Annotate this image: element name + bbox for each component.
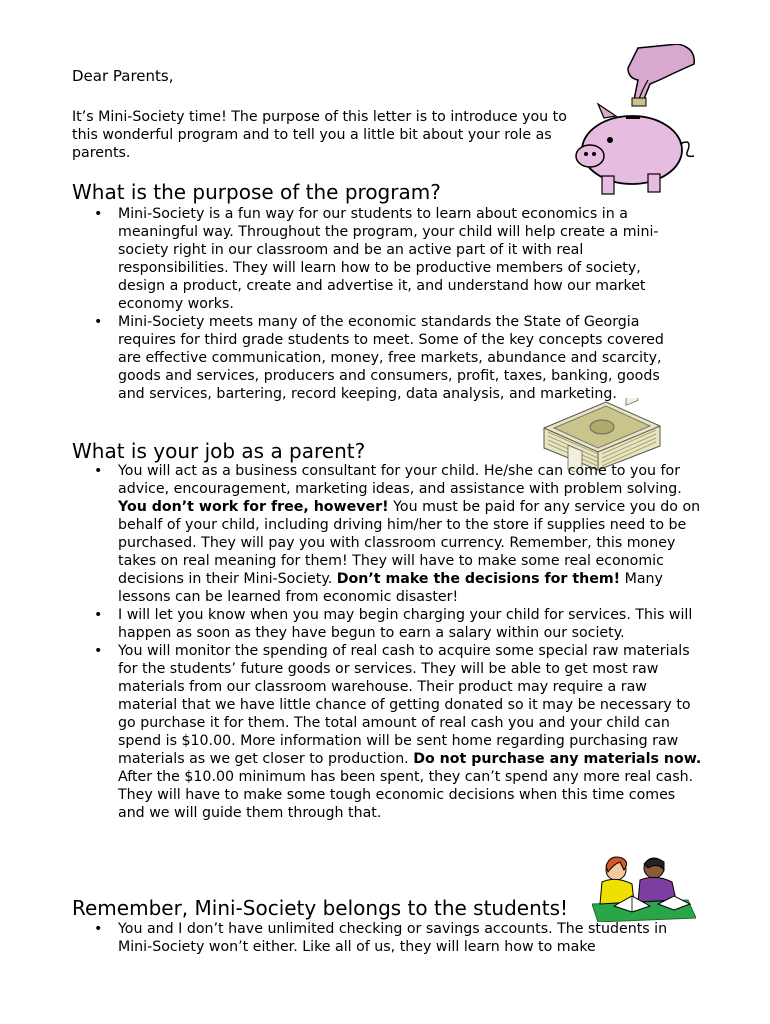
bold-emphasis: You don’t work for free, however! [118, 499, 389, 515]
bullet-text: After the $10.00 minimum has been spent, they can’t spend any more real cash. They will have to make some tough economic decisions when this time comes and we will guide them through that. [118, 769, 694, 821]
students-bullet-list [72, 920, 703, 956]
parent-job-bullet-list [72, 462, 703, 822]
section-heading-purpose: What is the purpose of the program? [72, 180, 441, 204]
intro-paragraph: It’s Mini-Society time! The purpose of this letter is to introduce you to this wonderful program and to tell you a little bit about your role as parents. [72, 109, 567, 161]
money-stack-illustration [540, 398, 664, 472]
greeting: Dear Parents, [72, 67, 174, 85]
section-heading-students: Remember, Mini-Society belongs to the students! [72, 896, 569, 920]
bullet-text: You will monitor the spending of real cash to acquire some special raw materials for the students’ future goods or services. They will be able to get most raw materials from our classroom warehouse. Their product may require a raw material that we have little chance of getting donated so it may be necessary to go purchase it for them. The total amount of real cash you and your child can spend is $10.00. More information will be sent home regarding purchasing raw materials as we get closer to production. [118, 643, 691, 767]
list-item: • You and I don’t have unlimited checking or savings accounts. The students in Mini-Society won’t either. Like all of us, they will learn how to make [72, 920, 703, 956]
purpose-bullet-list [72, 205, 687, 403]
bullet-text: You will act as a business consultant for your child. He/she can come to you for advice, encouragement, marketing ideas, and assistance with problem solving. [118, 463, 682, 497]
bold-emphasis: Do not purchase any materials now. [413, 751, 702, 767]
list-item: • Mini-Society meets many of the economic standards the State of Georgia requires for third grade students to meet. Some of the key concepts covered are effective communication, money, free markets, abundance and scarcity, goods and services, producers and consumers, profit, taxes, banking, goods and services, bartering, record keeping, data analysis, and marketing. [72, 313, 687, 403]
bullet-text: You must be paid for any service you do on behalf of your child, including driving him/her to the store if supplies need to be purchased. They will pay you with classroom currency. Remember, this money takes on real meaning for them! They will have to make some real economic decisions in their Mini-Society. [118, 499, 701, 587]
list-item: • I will let you know when you may begin charging your child for services. This will happen as soon as they have begun to earn a salary within our society. [72, 606, 703, 642]
bullet-text: Many lessons can be learned from economic disaster! [118, 571, 663, 605]
bold-emphasis: Don’t make the decisions for them! [336, 571, 621, 587]
section-heading-parent-job: What is your job as a parent? [72, 439, 366, 463]
list-item [72, 642, 703, 822]
list-item: • Mini-Society is a fun way for our students to learn about economics in a meaningful way. Throughout the program, your child will help create a mini-society right in our classroom and be an active part of it with real responsibilities. They will learn how to be productive members of society, design a product, create and advertise it, and understand how our market economy works. [72, 205, 687, 313]
list-item [72, 462, 703, 606]
students-reading-illustration [592, 852, 696, 922]
